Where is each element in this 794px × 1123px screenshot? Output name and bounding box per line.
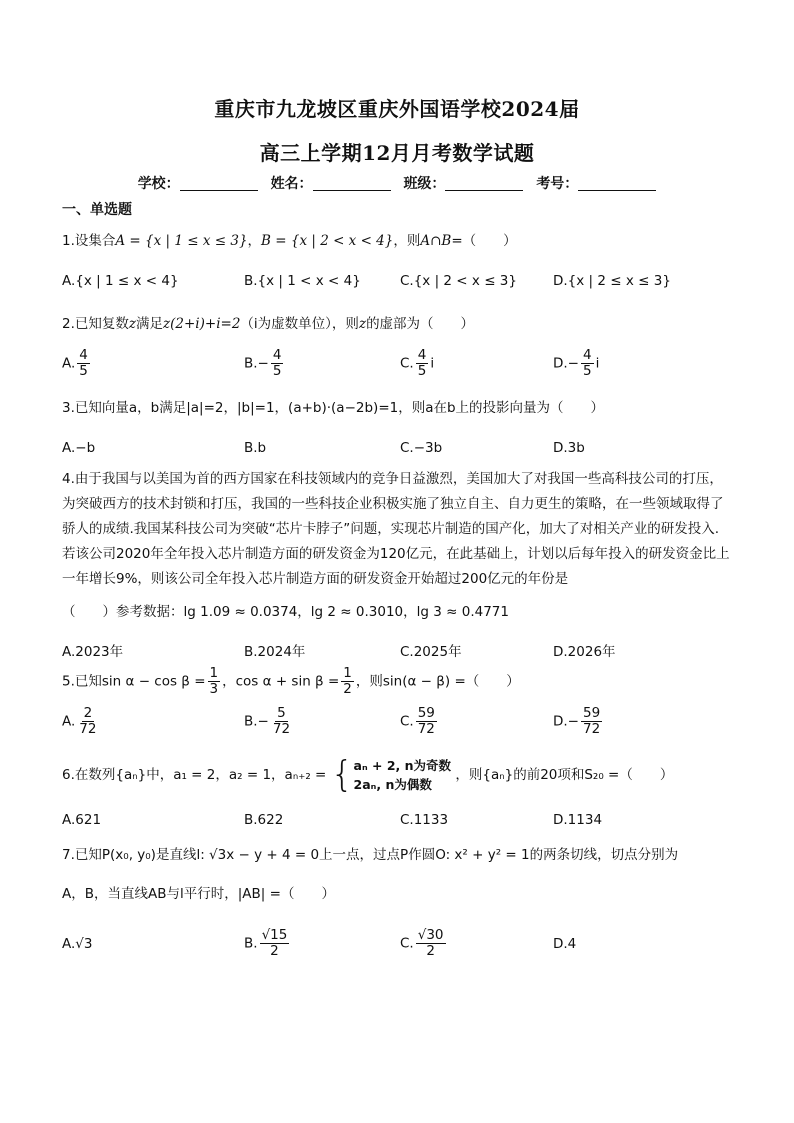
- q5-option-d: [553, 706, 604, 737]
- exam-number-label: 考号：: [536, 176, 579, 192]
- q5-stem-b: ，cos α + sin β =: [222, 673, 340, 690]
- q5-stem-c: ，则sin(α − β) =（ ）: [355, 673, 520, 690]
- q3-option-c: C.−3b: [400, 440, 443, 456]
- question-6-stem: [62, 752, 673, 798]
- q5-f1-num: 1: [209, 665, 219, 681]
- q5-b-num: 5: [277, 705, 286, 721]
- q5-c-num: 59: [417, 705, 435, 721]
- q6-option-a: A.621: [62, 812, 102, 828]
- q6-stem-a: 6.在数列{aₙ}中，a₁ = 2，a₂ = 1，aₙ₊₂ =: [62, 767, 327, 783]
- q5-stem-a: 5.已知sin α − cos β =: [62, 673, 206, 690]
- q5-f2-num: 1: [343, 665, 352, 681]
- question-3-stem: 3.已知向量a，b满足|a|=2，|b|=1，(a+b)·(a−2b)=1，则a在b上的投影向量为（ ）: [62, 400, 605, 416]
- question-3-options: [62, 440, 732, 470]
- question-2-options: [62, 348, 732, 384]
- question-7-stem-line1: 7.已知P(x₀, y₀)是直线l: √3x − y + 4 = 0上一点，过点P作圆O: x² + y² = 1的两条切线，切点分别为: [62, 847, 679, 863]
- q5-c-den: 72: [417, 721, 435, 737]
- q2-c-den: 5: [417, 363, 427, 379]
- q2-z: z: [128, 316, 137, 332]
- q2-stem-d: 的虚部为（ ）: [366, 316, 475, 332]
- q7-c-num: √30: [417, 927, 444, 943]
- name-blank: [313, 176, 391, 191]
- q7-b-num: √15: [261, 927, 288, 943]
- question-5-options: [62, 706, 732, 742]
- q3-option-d: D.3b: [553, 440, 585, 456]
- q2-d-label: D.−: [553, 355, 579, 372]
- q5-d-den: 72: [583, 721, 601, 737]
- section-heading: 一、单选题: [62, 202, 132, 218]
- q1-stem-b: ，则: [393, 233, 421, 249]
- q6-option-b: B.622: [244, 812, 284, 828]
- q2-b-fraction: [271, 348, 284, 379]
- q2-b-num: 4: [272, 347, 282, 363]
- q5-f1-den: 3: [209, 681, 219, 697]
- q5-d-label: D.−: [553, 713, 579, 730]
- q1-expr: A∩B: [420, 233, 452, 249]
- q7-option-d: D.4: [553, 936, 577, 952]
- q2-a-label: A.: [62, 355, 76, 372]
- q2-stem-b: 满足: [136, 316, 164, 332]
- q2-option-c: [400, 348, 434, 379]
- q7-b-den: 2: [270, 943, 279, 959]
- class-blank: [445, 176, 523, 191]
- q5-a-num: 2: [83, 705, 93, 721]
- q7-option-a: A.√3: [62, 936, 93, 952]
- q5-b-label: B.−: [244, 713, 269, 730]
- q4-option-b: B.2024年: [244, 644, 306, 660]
- q7-c-den: 2: [426, 943, 435, 959]
- q4-option-d: D.2026年: [553, 644, 616, 660]
- q5-fraction-1: [208, 666, 221, 697]
- q2-d-num: 4: [583, 347, 592, 363]
- q2-stem-a: 2.已知复数: [62, 316, 129, 332]
- q5-f2-den: 2: [343, 681, 352, 697]
- q7-option-c: [400, 928, 448, 959]
- q5-a-den: 72: [79, 721, 97, 737]
- class-label: 班级：: [403, 176, 446, 192]
- q2-d-fraction: [581, 348, 594, 379]
- q7-option-b: [244, 928, 291, 959]
- q1-option-b: B.{x | 1 < x < 4}: [244, 273, 361, 289]
- q2-d-unit: i: [595, 355, 600, 372]
- q6-case-odd: aₙ + 2, n为奇数: [353, 758, 452, 773]
- q2-a-den: 5: [79, 363, 88, 379]
- exam-title-line2: 高三上学期12月月考数学试题: [259, 141, 535, 165]
- question-5-stem: [62, 666, 520, 697]
- exam-title-line1: 重庆市九龙坡区重庆外国语学校2024届: [214, 97, 580, 121]
- q2-c-num: 4: [417, 347, 427, 363]
- q2-c-label: C.: [400, 355, 414, 372]
- q3-option-a: A.−b: [62, 440, 96, 456]
- q5-b-fraction: [271, 706, 292, 737]
- question-1-stem: [62, 231, 517, 251]
- q1-option-a: A.{x | 1 ≤ x < 4}: [62, 273, 179, 289]
- name-label: 姓名：: [270, 176, 313, 192]
- q5-a-label: A.: [62, 713, 76, 730]
- q4-option-a: A.2023年: [62, 644, 124, 660]
- q7-c-label: C.: [400, 935, 414, 952]
- question-2-stem: [62, 314, 474, 334]
- q2-a-fraction: [77, 348, 90, 379]
- q1-stem-a: 1.设集合: [62, 233, 116, 249]
- q2-z2: z: [358, 316, 367, 332]
- exam-number-blank: [578, 176, 656, 191]
- q5-b-den: 72: [272, 721, 291, 737]
- school-blank: [180, 176, 258, 191]
- question-4-reference: （ ）参考数据：lg 1.09 ≈ 0.0374，lg 2 ≈ 0.3010，lg 3 ≈ 0.4771: [62, 604, 509, 620]
- q2-stem-c: （i为虚数单位），则: [240, 316, 359, 332]
- q6-option-c: C.1133: [400, 812, 449, 828]
- question-1-options: [62, 273, 732, 303]
- q6-brace-glyph: {: [330, 754, 354, 795]
- q1-option-d: D.{x | 2 ≤ x ≤ 3}: [553, 273, 671, 289]
- q1-set-a: A = {x | 1 ≤ x ≤ 3}: [115, 233, 248, 249]
- question-6-options: [62, 812, 732, 842]
- q5-c-label: C.: [400, 713, 414, 730]
- q6-cases: [354, 756, 452, 794]
- q2-d-den: 5: [583, 363, 592, 379]
- q2-c-fraction: [416, 348, 429, 379]
- q2-b-label: B.−: [244, 355, 269, 372]
- q5-d-fraction: [581, 706, 602, 737]
- q1-stem-c: =（ ）: [451, 233, 517, 249]
- q6-stem-b: ，则{aₙ}的前20项和S₂₀ =（ ）: [455, 767, 674, 783]
- q7-b-label: B.: [244, 935, 258, 952]
- q2-equation: z(2+i)+i=2: [163, 316, 241, 332]
- q3-option-b: B.b: [244, 440, 267, 456]
- question-7-options: [62, 928, 732, 968]
- q2-b-den: 5: [272, 363, 282, 379]
- q2-c-unit: i: [430, 355, 435, 372]
- q7-c-fraction: [416, 928, 446, 959]
- q1-option-c: C.{x | 2 < x ≤ 3}: [400, 273, 517, 289]
- q5-option-b: [244, 706, 294, 737]
- q2-option-a: [62, 348, 92, 379]
- q2-option-d: [553, 348, 599, 379]
- q5-option-c: [400, 706, 439, 737]
- q5-option-a: [62, 706, 100, 737]
- q6-case-even: 2aₙ, n为偶数: [353, 777, 432, 792]
- student-info-row: [0, 173, 794, 193]
- q2-a-num: 4: [79, 347, 88, 363]
- school-label: 学校：: [137, 176, 180, 192]
- question-7-stem-line2: A，B，当直线AB与l平行时，|AB| =（ ）: [62, 886, 335, 902]
- q6-option-d: D.1134: [553, 812, 603, 828]
- q5-a-fraction: [77, 706, 98, 737]
- q5-c-fraction: [416, 706, 437, 737]
- q1-set-b: B = {x | 2 < x < 4}: [261, 233, 394, 249]
- q2-option-b: [244, 348, 285, 379]
- q5-d-num: 59: [583, 705, 601, 721]
- question-4-stem: 4.由于我国与以美国为首的西方国家在科技领域内的竞争日益激烈，美国加大了对我国一些高科技公司的打压，为突破西方的技术封锁和打压，我国的一些科技企业积极实施了独立自主、自力更生的策略，在一些领域取得了骄人的成绩.我国某科技公司为突破“芯片卡脖子”问题，实现芯片制造的国产化，加大了对相关产业的研发投入.若该公司2020年全年投入芯片制造方面的研发资金为120亿元，在此基础上，计划以后每年投入的研发资金比上一年增长9%，则该公司全年投入芯片制造方面的研发资金开始超过200亿元的年份是: [62, 471, 730, 587]
- q5-fraction-2: [341, 666, 354, 697]
- q7-b-fraction: [260, 928, 290, 959]
- q6-piecewise: [331, 756, 451, 794]
- q1-sep: ，: [247, 233, 262, 249]
- q4-option-c: C.2025年: [400, 644, 462, 660]
